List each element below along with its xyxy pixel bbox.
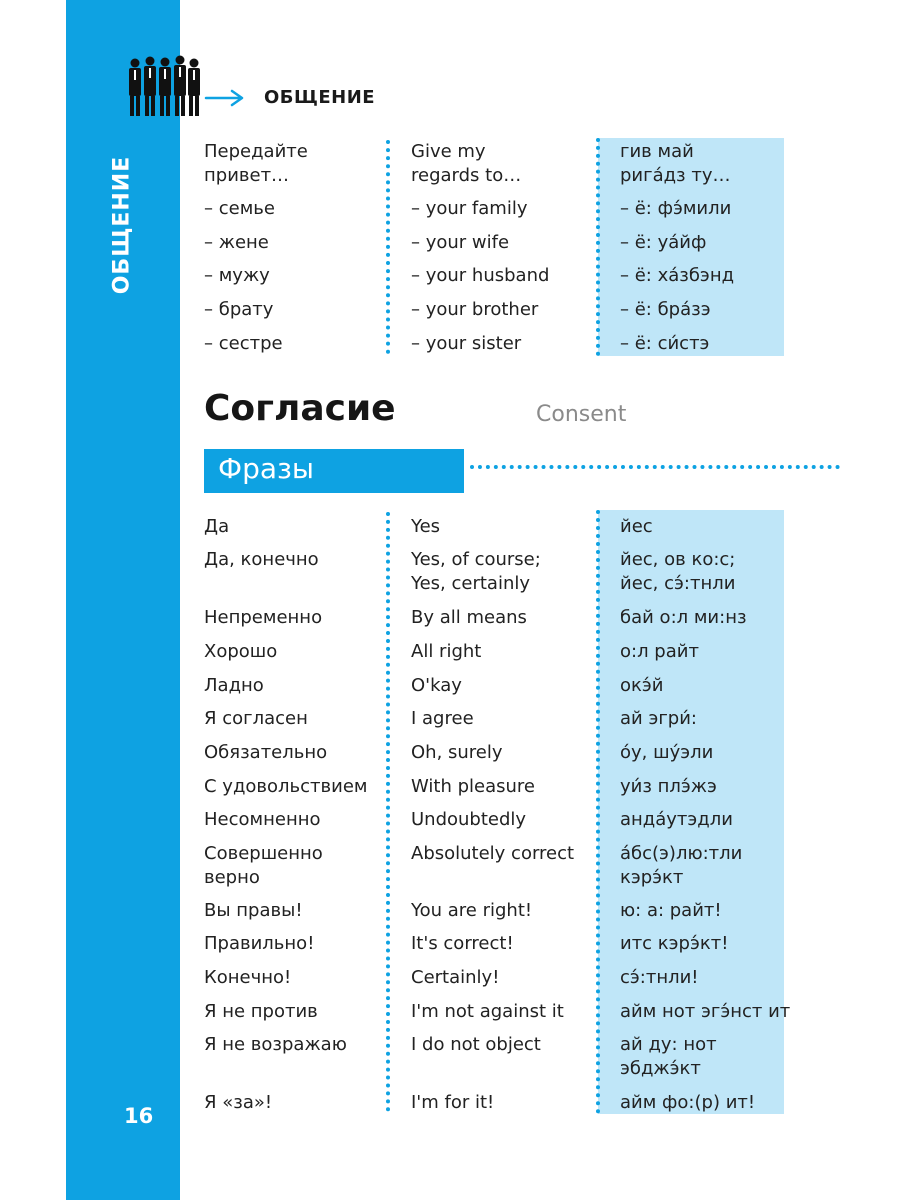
russian-phrase: Обязательно	[204, 742, 328, 763]
transcription: сэ́:тнли!	[620, 967, 699, 988]
transcription: – ё: фэ́мили	[620, 198, 732, 219]
english-phrase: – your sister	[411, 333, 522, 354]
transcription: о:л райт	[620, 641, 699, 662]
english-phrase: – your brother	[411, 299, 539, 320]
phrases-dotted-line	[470, 465, 840, 469]
english-phrase: It's correct!	[411, 933, 514, 954]
russian-phrase: – брату	[204, 299, 274, 320]
english-phrase: Give my regards to…	[411, 141, 522, 186]
russian-phrase: Хорошо	[204, 641, 278, 662]
transcription: – ё: уа́йф	[620, 232, 707, 253]
transcription: гив май ригáдз ту…	[620, 141, 731, 186]
english-phrase: – your family	[411, 198, 528, 219]
transcription-dotted-border	[596, 138, 600, 356]
people-icon	[124, 54, 204, 120]
english-phrase: All right	[411, 641, 482, 662]
english-phrase: – your wife	[411, 232, 510, 253]
russian-phrase: – сестре	[204, 333, 283, 354]
russian-phrase: Да	[204, 516, 230, 537]
transcription: ю: а: райт!	[620, 900, 722, 921]
transcription: ай эгри́:	[620, 708, 697, 729]
phrases-heading: Фразы	[218, 452, 315, 485]
english-phrase: You are right!	[411, 900, 533, 921]
russian-phrase: Я согласен	[204, 708, 308, 729]
arrow-right-icon	[204, 88, 246, 108]
transcription-dotted-border	[596, 510, 600, 1114]
transcription: йес	[620, 516, 653, 537]
english-phrase: O'kay	[411, 675, 462, 696]
russian-phrase: Я не возражаю	[204, 1034, 347, 1055]
transcription: – ё: бра́зэ	[620, 299, 711, 320]
russian-phrase: Я «за»!	[204, 1092, 273, 1113]
column-divider	[386, 140, 390, 354]
transcription: о́у, шу́эли	[620, 742, 714, 763]
transcription: а́бс(э)лю:тли кэрэ́кт	[620, 843, 743, 888]
transcription: – ё: ха́збэнд	[620, 265, 735, 286]
topic-subtitle: Consent	[536, 402, 627, 427]
russian-phrase: Совершенно верно	[204, 843, 323, 888]
english-phrase: Certainly!	[411, 967, 500, 988]
transcription: айм фо:(р) ит!	[620, 1092, 756, 1113]
transcription: анда́утэдли	[620, 809, 733, 830]
section-header: ОБЩЕНИЕ	[264, 87, 376, 108]
english-phrase: With pleasure	[411, 776, 535, 797]
russian-phrase: – жене	[204, 232, 269, 253]
english-phrase: I agree	[411, 708, 474, 729]
russian-phrase: Несомненно	[204, 809, 321, 830]
russian-phrase: Конечно!	[204, 967, 292, 988]
transcription: итс кэрэ́кт!	[620, 933, 729, 954]
english-phrase: I'm not against it	[411, 1001, 564, 1022]
transcription: йес, ов ко:с; йес, сэ́:тнли	[620, 549, 736, 594]
russian-phrase: Да, конечно	[204, 549, 319, 570]
english-phrase: I'm for it!	[411, 1092, 495, 1113]
transcription: ай ду: нот эбджэ́кт	[620, 1034, 717, 1079]
column-divider	[386, 512, 390, 1112]
russian-phrase: – мужу	[204, 265, 270, 286]
transcription: окэ́й	[620, 675, 664, 696]
english-phrase: – your husband	[411, 265, 550, 286]
english-phrase: Undoubtedly	[411, 809, 527, 830]
english-phrase: Absolutely correct	[411, 843, 575, 864]
english-phrase: I do not object	[411, 1034, 541, 1055]
russian-phrase: Я не против	[204, 1001, 318, 1022]
english-phrase: By all means	[411, 607, 527, 628]
transcription: уи́з плэ́жэ	[620, 776, 717, 797]
english-phrase: Oh, surely	[411, 742, 503, 763]
russian-phrase: – семье	[204, 198, 275, 219]
page-number: 16	[124, 1104, 154, 1128]
russian-phrase: Вы правы!	[204, 900, 303, 921]
topic-title: Согласие	[204, 388, 396, 429]
side-section-label: ОБЩЕНИЕ	[109, 155, 135, 295]
transcription: айм нот эгэ́нст ит	[620, 1001, 791, 1022]
transcription: бай о:л ми:нз	[620, 607, 747, 628]
russian-phrase: Правильно!	[204, 933, 315, 954]
russian-phrase: Непременно	[204, 607, 323, 628]
english-phrase: Yes, of course; Yes, certainly	[411, 549, 541, 594]
russian-phrase: С удовольствием	[204, 776, 368, 797]
russian-phrase: Передайте привет…	[204, 141, 308, 186]
english-phrase: Yes	[411, 516, 441, 537]
transcription: – ё: си́стэ	[620, 333, 710, 354]
russian-phrase: Ладно	[204, 675, 264, 696]
